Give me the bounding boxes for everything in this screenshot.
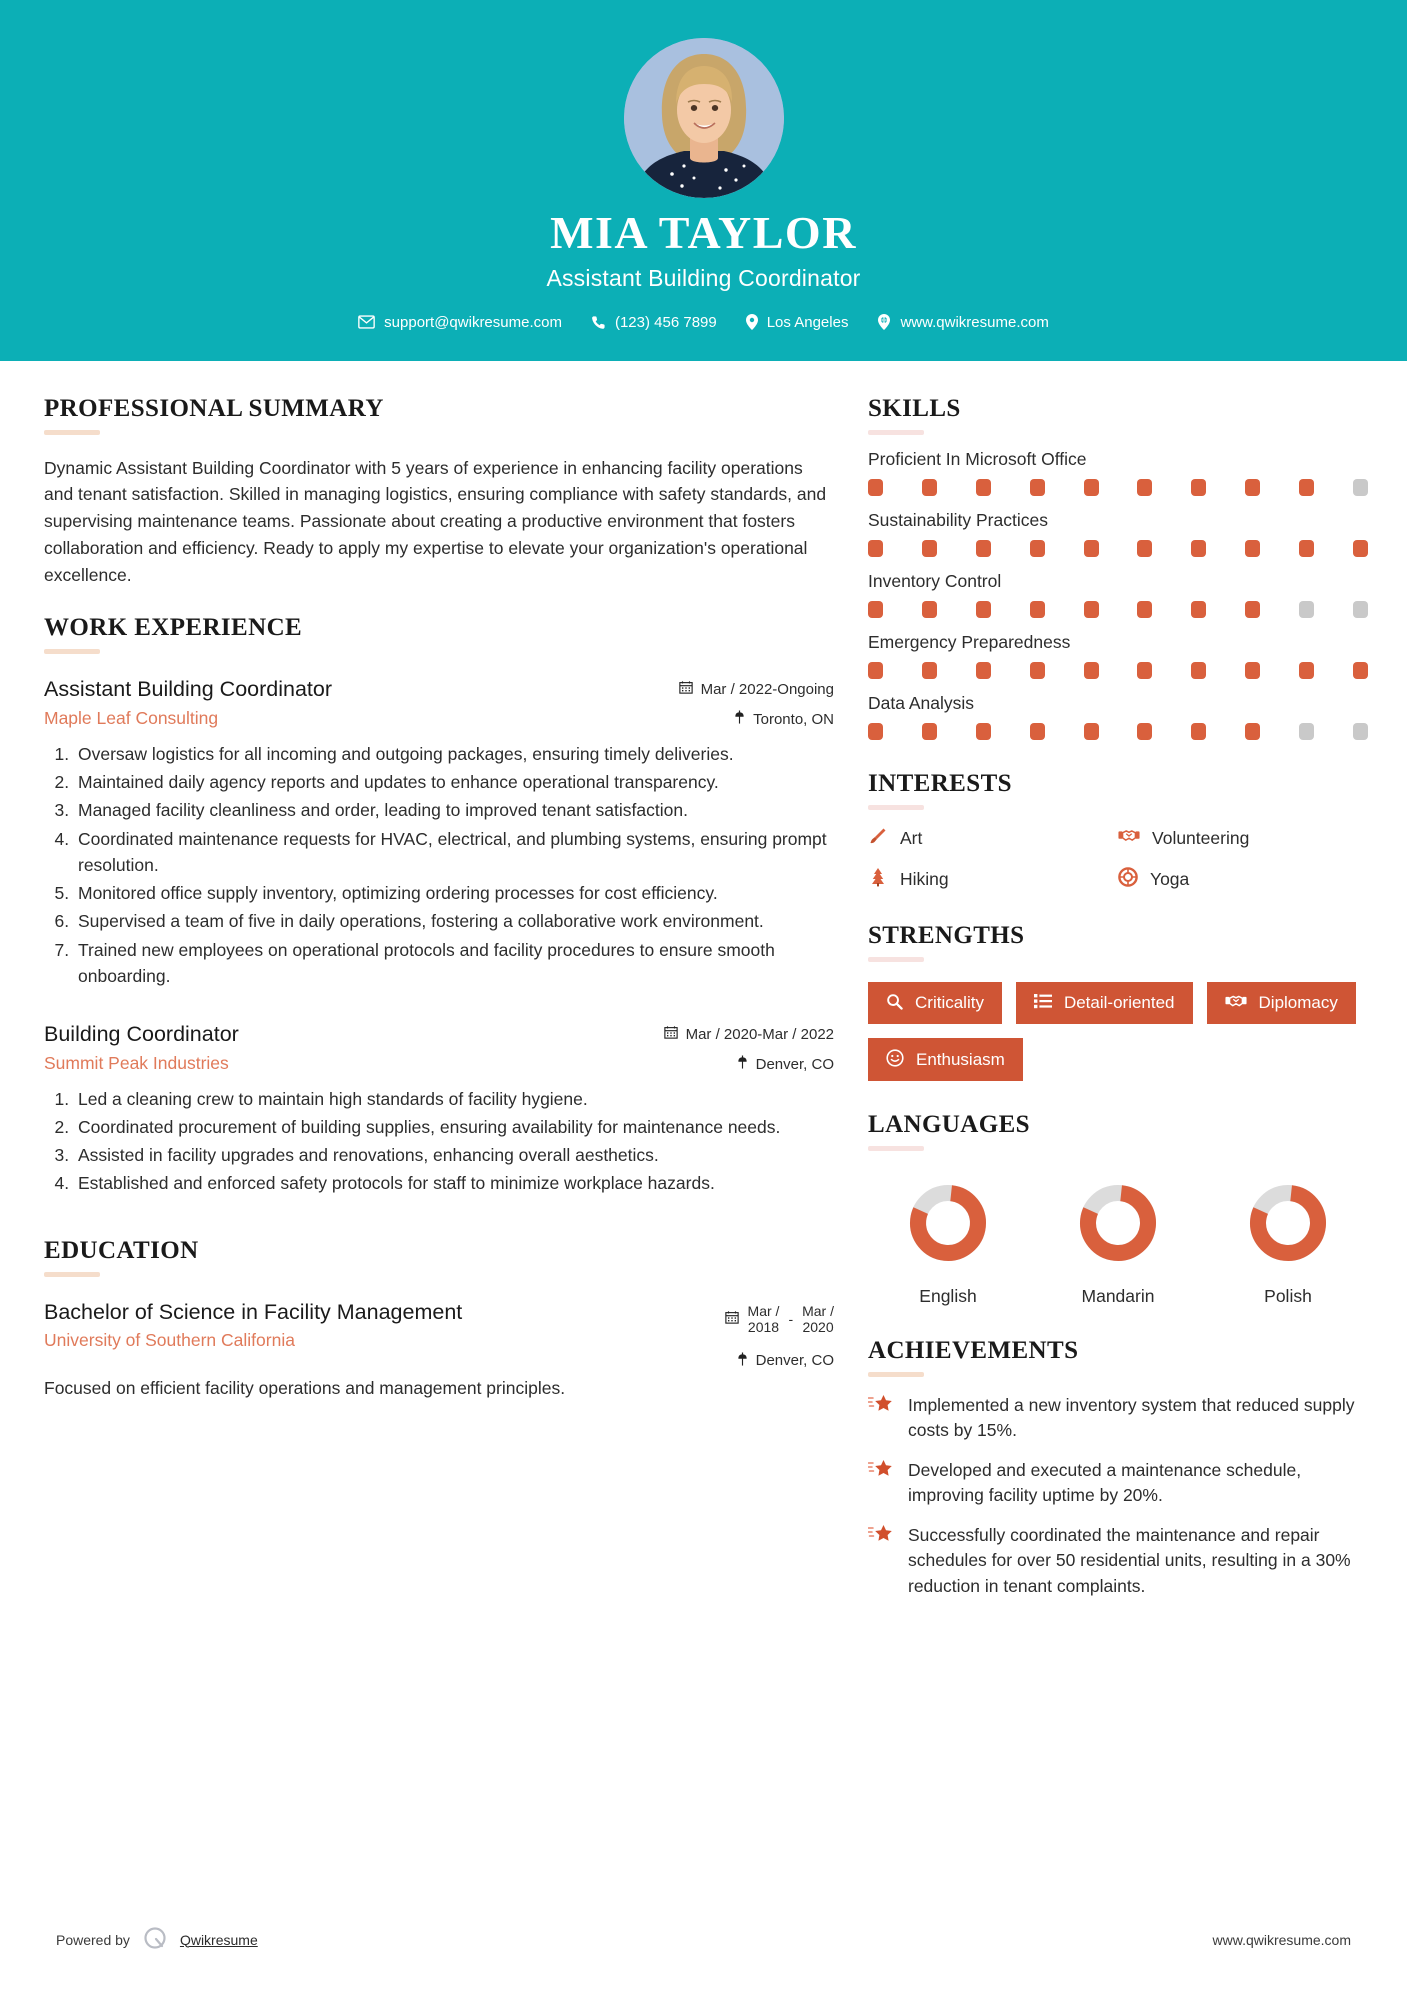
section-heading-skills: SKILLS xyxy=(868,394,961,422)
education-entry xyxy=(44,1299,834,1401)
language-name: English xyxy=(919,1285,977,1306)
skill-dot-filled xyxy=(1245,601,1260,618)
achievement-item xyxy=(868,1523,1368,1600)
star-achievement-icon xyxy=(868,1393,894,1420)
map-pin-icon xyxy=(734,710,745,728)
contact-phone[interactable] xyxy=(580,314,728,331)
section-rule xyxy=(868,1372,924,1377)
powered-by-label: Powered by xyxy=(56,1931,130,1948)
interest-label: Volunteering xyxy=(1152,827,1250,848)
skill-dot-filled xyxy=(1299,662,1314,679)
header-job-title: Assistant Building Coordinator xyxy=(546,264,861,291)
work-location xyxy=(624,1055,834,1073)
language-name: Polish xyxy=(1264,1285,1312,1306)
paintbrush-icon xyxy=(868,826,888,851)
skill-dot-filled xyxy=(1191,662,1206,679)
right-column xyxy=(868,395,1368,1626)
globe-icon xyxy=(877,314,891,330)
star-achievement-icon xyxy=(868,1523,894,1550)
work-bullet: 6. Supervised a team of five in daily operations, fostering a collaborative work environment. xyxy=(74,908,834,934)
work-company: Maple Leaf Consulting xyxy=(44,707,219,728)
section-heading-work: WORK EXPERIENCE xyxy=(44,614,303,642)
languages-list xyxy=(868,1177,1368,1307)
skill-dot-filled xyxy=(1084,723,1099,740)
skill-dot-filled xyxy=(1030,540,1045,557)
skill-dot-filled xyxy=(1137,662,1152,679)
location-pin-icon xyxy=(746,314,758,330)
resume-body xyxy=(0,361,1407,1626)
education-entry-meta xyxy=(624,1299,834,1370)
education-entry-header xyxy=(44,1299,834,1370)
language-donut-chart xyxy=(868,1177,1028,1274)
work-entry xyxy=(44,676,834,989)
skill-name: Inventory Control xyxy=(868,570,1002,591)
phone-icon xyxy=(591,315,606,330)
skill-dot-empty xyxy=(1299,723,1314,740)
language-item xyxy=(868,1177,1028,1307)
skill-dot-filled xyxy=(976,723,991,740)
interest-item xyxy=(868,867,1118,892)
section-skills xyxy=(868,395,1368,740)
work-bullet: 2. Maintained daily agency reports and updates to enhance operational transparency. xyxy=(74,769,834,795)
interest-label: Hiking xyxy=(900,868,949,889)
work-entry-header xyxy=(44,676,834,729)
skill-dot-filled xyxy=(1245,540,1260,557)
skill-level-meter xyxy=(868,662,1368,679)
skill-level-meter xyxy=(868,723,1368,740)
skill-name: Proficient In Microsoft Office xyxy=(868,448,1087,469)
lifebuoy-icon xyxy=(1118,867,1138,892)
language-name: Mandarin xyxy=(1081,1285,1155,1306)
skill-dot-filled xyxy=(1191,723,1206,740)
skill-dot-filled xyxy=(976,601,991,618)
footer xyxy=(0,1925,1407,1954)
education-end-date xyxy=(802,1303,834,1336)
qwikresume-logo-icon xyxy=(142,1925,168,1954)
education-entry-left xyxy=(44,1299,464,1352)
education-location xyxy=(624,1352,834,1370)
footer-website: www.qwikresume.com xyxy=(1212,1931,1351,1948)
work-entry-left xyxy=(44,676,624,729)
handshake-icon xyxy=(1118,827,1140,850)
skill-dot-filled xyxy=(1353,540,1368,557)
calendar-icon xyxy=(679,680,693,698)
page-title: MIA TAYLOR xyxy=(550,207,857,258)
map-pin-icon xyxy=(737,1055,748,1073)
calendar-icon xyxy=(664,1025,678,1043)
skill-dot-filled xyxy=(868,662,883,679)
avatar xyxy=(624,38,784,198)
strength-chip-enthusiasm[interactable] xyxy=(868,1038,1023,1081)
work-location xyxy=(624,710,834,728)
skill-dot-filled xyxy=(922,479,937,496)
achievement-item xyxy=(868,1458,1368,1509)
work-role: Assistant Building Coordinator xyxy=(44,677,333,702)
skill-dot-empty xyxy=(1353,479,1368,496)
skill-dot-filled xyxy=(1137,601,1152,618)
skill-dot-filled xyxy=(1299,479,1314,496)
work-entry-meta xyxy=(624,676,834,728)
section-rule xyxy=(44,649,100,654)
skill-dot-filled xyxy=(1137,540,1152,557)
education-start-date xyxy=(748,1303,780,1336)
section-heading-summary: PROFESSIONAL SUMMARY xyxy=(44,394,384,422)
skills-list xyxy=(868,449,1368,740)
work-bullets xyxy=(44,1086,834,1197)
skill-row xyxy=(868,510,1368,557)
powered-by-block xyxy=(56,1925,258,1954)
education-school: University of Southern California xyxy=(44,1330,295,1351)
skill-dot-filled xyxy=(1030,723,1045,740)
work-company: Summit Peak Industries xyxy=(44,1052,229,1073)
work-bullet: 4. Coordinated maintenance requests for HVAC, electrical, and plumbing systems, ensuring prompt resolution. xyxy=(74,826,834,879)
section-education xyxy=(44,1237,834,1401)
education-start-month: Mar / xyxy=(747,1302,780,1319)
skill-dot-filled xyxy=(1137,723,1152,740)
interest-label: Yoga xyxy=(1150,868,1190,889)
skill-dot-empty xyxy=(1353,723,1368,740)
contact-location-text: Los Angeles xyxy=(766,313,849,331)
skill-dot-filled xyxy=(1137,479,1152,496)
education-end-year: 2020 xyxy=(802,1319,834,1336)
envelope-icon xyxy=(358,315,375,329)
skill-dot-filled xyxy=(976,479,991,496)
skill-dot-filled xyxy=(922,540,937,557)
contact-phone-text: (123) 456 7899 xyxy=(614,313,717,331)
section-rule xyxy=(868,805,924,810)
skill-dot-filled xyxy=(1353,662,1368,679)
education-date-separator: - xyxy=(788,1310,794,1327)
work-dates-text: Mar / 2020-Mar / 2022 xyxy=(685,1025,834,1043)
work-role: Building Coordinator xyxy=(44,1022,239,1047)
section-rule xyxy=(44,1272,100,1277)
section-work-experience xyxy=(44,614,834,1196)
skill-level-meter xyxy=(868,479,1368,496)
achievements-list xyxy=(868,1393,1368,1600)
achievement-text: Implemented a new inventory system that reduced supply costs by 15%. xyxy=(908,1394,1355,1441)
work-bullet: 3. Assisted in facility upgrades and renovations, enhancing overall aesthetics. xyxy=(74,1142,834,1168)
strength-label: Enthusiasm xyxy=(916,1049,1005,1069)
strength-chip-criticality[interactable] xyxy=(868,982,1002,1024)
work-bullet: 3. Managed facility cleanliness and order, leading to improved tenant satisfaction. xyxy=(74,797,834,823)
skill-level-meter xyxy=(868,601,1368,618)
calendar-icon xyxy=(725,1310,739,1328)
qwikresume-link[interactable]: Qwikresume xyxy=(179,1931,258,1948)
section-strengths xyxy=(868,922,1368,1081)
strength-chip-detail-oriented[interactable] xyxy=(1016,982,1193,1024)
skill-dot-filled xyxy=(1084,540,1099,557)
skill-dot-empty xyxy=(1353,601,1368,618)
pine-tree-icon xyxy=(868,867,888,892)
section-languages xyxy=(868,1111,1368,1307)
work-dates-text: Mar / 2022-Ongoing xyxy=(700,680,834,698)
magnifier-icon xyxy=(886,993,903,1013)
skill-dot-filled xyxy=(1084,601,1099,618)
skill-dot-filled xyxy=(1299,540,1314,557)
strengths-list xyxy=(868,982,1368,1081)
interests-grid xyxy=(868,826,1368,892)
list-icon xyxy=(1034,993,1052,1012)
work-bullets xyxy=(44,741,834,989)
contact-email-text: support@qwikresume.com xyxy=(384,313,562,331)
education-location-text: Denver, CO xyxy=(755,1352,834,1370)
skill-dot-filled xyxy=(1191,479,1206,496)
work-bullet: 2. Coordinated procurement of building supplies, ensuring availability for maintenance needs. xyxy=(74,1114,834,1140)
skill-dot-filled xyxy=(1030,601,1045,618)
education-end-month: Mar / xyxy=(802,1302,834,1319)
work-location-text: Toronto, ON xyxy=(753,710,834,728)
skill-dot-filled xyxy=(1191,540,1206,557)
section-heading-education: EDUCATION xyxy=(44,1236,199,1264)
education-degree: Bachelor of Science in Facility Management xyxy=(44,1299,463,1324)
skill-dot-filled xyxy=(1245,723,1260,740)
skill-dot-filled xyxy=(1191,601,1206,618)
education-description: Focused on efficient facility operations and management principles. xyxy=(44,1377,566,1398)
interest-label: Art xyxy=(900,827,923,848)
skill-name: Sustainability Practices xyxy=(868,509,1048,530)
skill-dot-filled xyxy=(1245,662,1260,679)
skill-row xyxy=(868,571,1368,618)
star-achievement-icon xyxy=(868,1458,894,1485)
section-interests xyxy=(868,770,1368,892)
work-location-text: Denver, CO xyxy=(755,1055,834,1073)
summary-text: Dynamic Assistant Building Coordinator with 5 years of experience in enhancing facility operations and tenant satisfaction. Skilled in managing logistics, ensuring compliance with safety standards, and supervising maintenance teams. Passionate about creating a productive environment that fosters collaboration and efficiency. Ready to apply my expertise to elevate your organization's operational excellence. xyxy=(44,457,827,585)
left-column xyxy=(44,395,834,1428)
work-bullet: 1. Oversaw logistics for all incoming and outgoing packages, ensuring timely deliveries. xyxy=(74,741,834,767)
skill-dot-filled xyxy=(868,540,883,557)
language-item xyxy=(1208,1177,1368,1307)
section-rule xyxy=(868,430,924,435)
education-dates xyxy=(624,1303,834,1336)
strength-label: Detail-oriented xyxy=(1063,993,1175,1013)
section-professional-summary xyxy=(44,395,834,589)
interest-item xyxy=(868,826,1118,851)
skill-dot-filled xyxy=(922,601,937,618)
skill-row xyxy=(868,693,1368,740)
skill-level-meter xyxy=(868,540,1368,557)
work-entry xyxy=(44,1021,834,1197)
skill-dot-filled xyxy=(868,601,883,618)
contact-email[interactable] xyxy=(347,314,573,331)
skill-dot-filled xyxy=(922,723,937,740)
skill-row xyxy=(868,449,1368,496)
contact-location xyxy=(735,314,860,331)
work-bullet: 5. Monitored office supply inventory, optimizing ordering processes for cost efficiency. xyxy=(74,880,834,906)
skill-row xyxy=(868,632,1368,679)
achievement-text: Developed and executed a maintenance schedule, improving facility uptime by 20%. xyxy=(908,1459,1302,1506)
work-dates xyxy=(624,1025,834,1043)
interest-item xyxy=(1118,826,1368,851)
work-entry-left xyxy=(44,1021,624,1074)
education-start-year: 2018 xyxy=(747,1319,780,1336)
contact-website[interactable] xyxy=(866,314,1059,331)
language-item xyxy=(1038,1177,1198,1307)
strength-chip-diplomacy[interactable] xyxy=(1207,982,1356,1024)
achievement-item xyxy=(868,1393,1368,1444)
work-dates xyxy=(624,680,834,698)
skill-dot-empty xyxy=(1299,601,1314,618)
contact-bar xyxy=(0,314,1407,331)
section-rule xyxy=(868,957,924,962)
section-achievements xyxy=(868,1337,1368,1600)
section-heading-strengths: STRENGTHS xyxy=(868,921,1025,949)
skill-dot-filled xyxy=(922,662,937,679)
section-heading-interests: INTERESTS xyxy=(868,769,1012,797)
section-rule xyxy=(44,430,100,435)
skill-dot-filled xyxy=(868,723,883,740)
strength-label: Criticality xyxy=(915,993,984,1013)
achievement-text: Successfully coordinated the maintenance and repair schedules for over 50 residential units, resulting in a 30% reduction in tenant complaints. xyxy=(908,1524,1351,1596)
map-pin-icon xyxy=(737,1352,748,1370)
skill-dot-filled xyxy=(976,662,991,679)
work-entry-meta xyxy=(624,1021,834,1073)
interest-item xyxy=(1118,867,1368,892)
section-heading-languages: LANGUAGES xyxy=(868,1110,1030,1138)
contact-website-text: www.qwikresume.com xyxy=(900,313,1049,331)
section-rule xyxy=(868,1146,924,1151)
language-donut-chart xyxy=(1208,1177,1368,1274)
work-bullet: 7. Trained new employees on operational protocols and facility procedures to ensure smooth onboarding. xyxy=(74,937,834,990)
work-entry-header xyxy=(44,1021,834,1074)
skill-dot-filled xyxy=(1245,479,1260,496)
handshake-icon xyxy=(1225,993,1247,1013)
avatar-photo-icon xyxy=(624,38,784,198)
skill-dot-filled xyxy=(1030,662,1045,679)
smiley-icon xyxy=(886,1049,904,1070)
work-bullet: 4. Established and enforced safety protocols for staff to minimize workplace hazards. xyxy=(74,1170,834,1196)
work-bullet: 1. Led a cleaning crew to maintain high standards of facility hygiene. xyxy=(74,1086,834,1112)
skill-name: Data Analysis xyxy=(868,692,975,713)
skill-dot-filled xyxy=(976,540,991,557)
skill-name: Emergency Preparedness xyxy=(868,631,1071,652)
language-donut-chart xyxy=(1038,1177,1198,1274)
skill-dot-filled xyxy=(868,479,883,496)
resume-header xyxy=(0,0,1407,361)
section-heading-achievements: ACHIEVEMENTS xyxy=(868,1336,1079,1364)
skill-dot-filled xyxy=(1084,479,1099,496)
skill-dot-filled xyxy=(1030,479,1045,496)
strength-label: Diplomacy xyxy=(1258,993,1338,1013)
skill-dot-filled xyxy=(1084,662,1099,679)
